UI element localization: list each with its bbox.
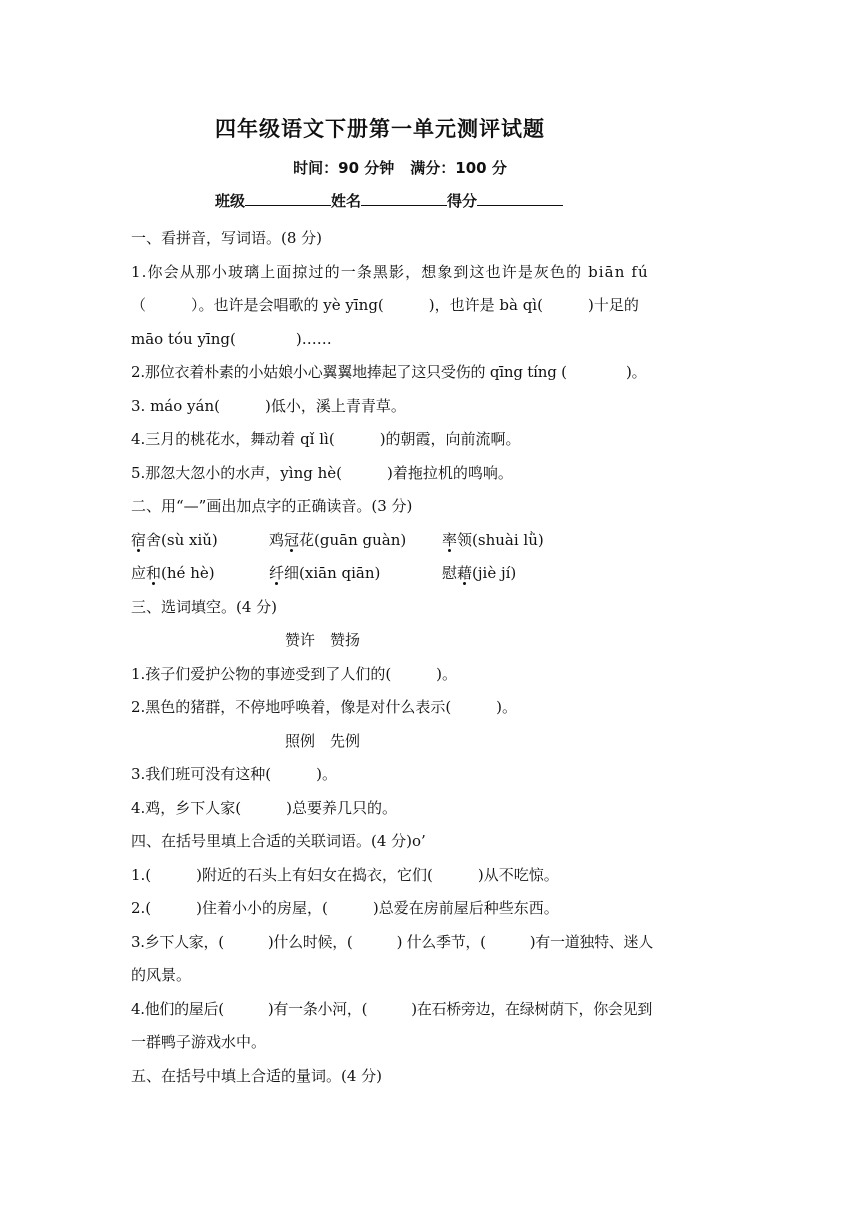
section-1-line: （ ）。也许是会唱歌的 yè yīng( )，也许是 bà qì( )十足的 <box>131 296 639 314</box>
section-1-line: 4.三月的桃花水，舞动着 qǐ lì( )的朝霞，向前流啊。 <box>131 430 521 448</box>
dotted-char: 冠 <box>284 530 300 549</box>
exam-content <box>131 222 731 1093</box>
full-score: 满分：100 分 <box>410 159 507 177</box>
pronunciation-options[interactable]: 舍(sù xiǔ) <box>146 530 218 549</box>
pronunciation-item <box>131 524 269 558</box>
pronunciation-item <box>269 557 442 591</box>
section-3-question: 3.我们班可没有这种( )。 <box>131 765 338 783</box>
word-choices: 照例 先例 <box>285 731 361 750</box>
section-3-question: 4.鸡，乡下人家( )总要养几只的。 <box>131 798 398 817</box>
section-3-heading: 三、选词填空。(4 分) <box>131 597 278 616</box>
class-label: 班级 <box>215 192 246 210</box>
section-5-heading: 五、在括号中填上合适的量词。(4 分) <box>131 1066 383 1085</box>
section-4-line: 的风景。 <box>131 966 192 984</box>
name-blank[interactable] <box>361 191 447 206</box>
time-limit: 时间：90 分钟 <box>293 159 395 177</box>
section-1-line: māo tóu yīng( )…… <box>131 329 332 348</box>
student-info <box>215 190 563 211</box>
section-1-line: 3. máo yán( )低小，溪上青青草。 <box>131 396 406 415</box>
pronunciation-options[interactable]: 细(xiān qiān) <box>284 564 381 582</box>
pronunciation-row <box>131 557 731 591</box>
pronunciation-options[interactable]: 领(shuài lǜ) <box>457 530 544 549</box>
section-3-question: 1.孩子们爱护公物的事迹受到了人们的( )。 <box>131 664 458 683</box>
page-title: 四年级语文下册第一单元测评试题 <box>215 117 545 141</box>
section-3-question: 2.黑色的猪群，不停地呼唤着，像是对什么表示( )。 <box>131 698 518 716</box>
score-label: 得分 <box>447 192 478 210</box>
pronunciation-item <box>131 557 269 591</box>
class-blank[interactable] <box>245 191 331 206</box>
section-2-heading: 二、用“—”画出加点字的正确读音。(3 分) <box>131 497 413 515</box>
section-1-line: 5.那忽大忽小的水声，yìng hè( )着拖拉机的鸣响。 <box>131 463 513 482</box>
section-1-line: 1.你会从那小玻璃上面掠过的一条黑影，想象到这也许是灰色的 biān fú <box>131 262 649 281</box>
section-1-line: 2.那位衣着朴素的小姑娘小心翼翼地捧起了这只受伤的 qīng tíng ( )。 <box>131 363 647 381</box>
plain-char: 应 <box>131 564 147 582</box>
exam-meta <box>0 157 800 178</box>
section-4-line: 2.( )住着小小的房屋，( )总爱在房前屋后种些东西。 <box>131 899 559 917</box>
pronunciation-options[interactable]: (jiè jí) <box>472 564 517 582</box>
score-blank[interactable] <box>477 191 563 206</box>
section-4-line: 一群鸭子游戏水中。 <box>131 1033 267 1051</box>
dotted-char: 宿 <box>131 530 147 549</box>
section-4-heading: 四、在括号里填上合适的关联词语。(4 分)o’ <box>131 832 426 850</box>
pronunciation-options[interactable]: 花(guān guàn) <box>299 530 407 549</box>
plain-char: 鸡 <box>269 530 285 549</box>
word-choices: 赞许 赞扬 <box>285 631 361 649</box>
dotted-char: 和 <box>146 564 162 582</box>
pronunciation-options[interactable]: (hé hè) <box>161 564 215 582</box>
dotted-char: 纤 <box>269 564 285 582</box>
section-4-line: 3.乡下人家，( )什么时候，( ) 什么季节，( )有一道独特、迷人 <box>131 932 653 951</box>
name-label: 姓名 <box>331 192 362 210</box>
pronunciation-row <box>131 524 731 558</box>
pronunciation-item <box>442 524 544 558</box>
dotted-char: 藉 <box>457 564 473 582</box>
section-1-heading: 一、看拼音，写词语。(8 分) <box>131 229 323 247</box>
plain-char: 慰 <box>442 564 458 582</box>
pronunciation-item <box>269 524 442 558</box>
dotted-char: 率 <box>442 530 458 549</box>
pronunciation-item <box>442 557 516 591</box>
section-4-line: 4.他们的屋后( )有一条小河，( )在石桥旁边，在绿树荫下，你会见到 <box>131 999 653 1018</box>
section-4-line: 1.( )附近的石头上有妇女在捣衣，它们( )从不吃惊。 <box>131 865 559 884</box>
